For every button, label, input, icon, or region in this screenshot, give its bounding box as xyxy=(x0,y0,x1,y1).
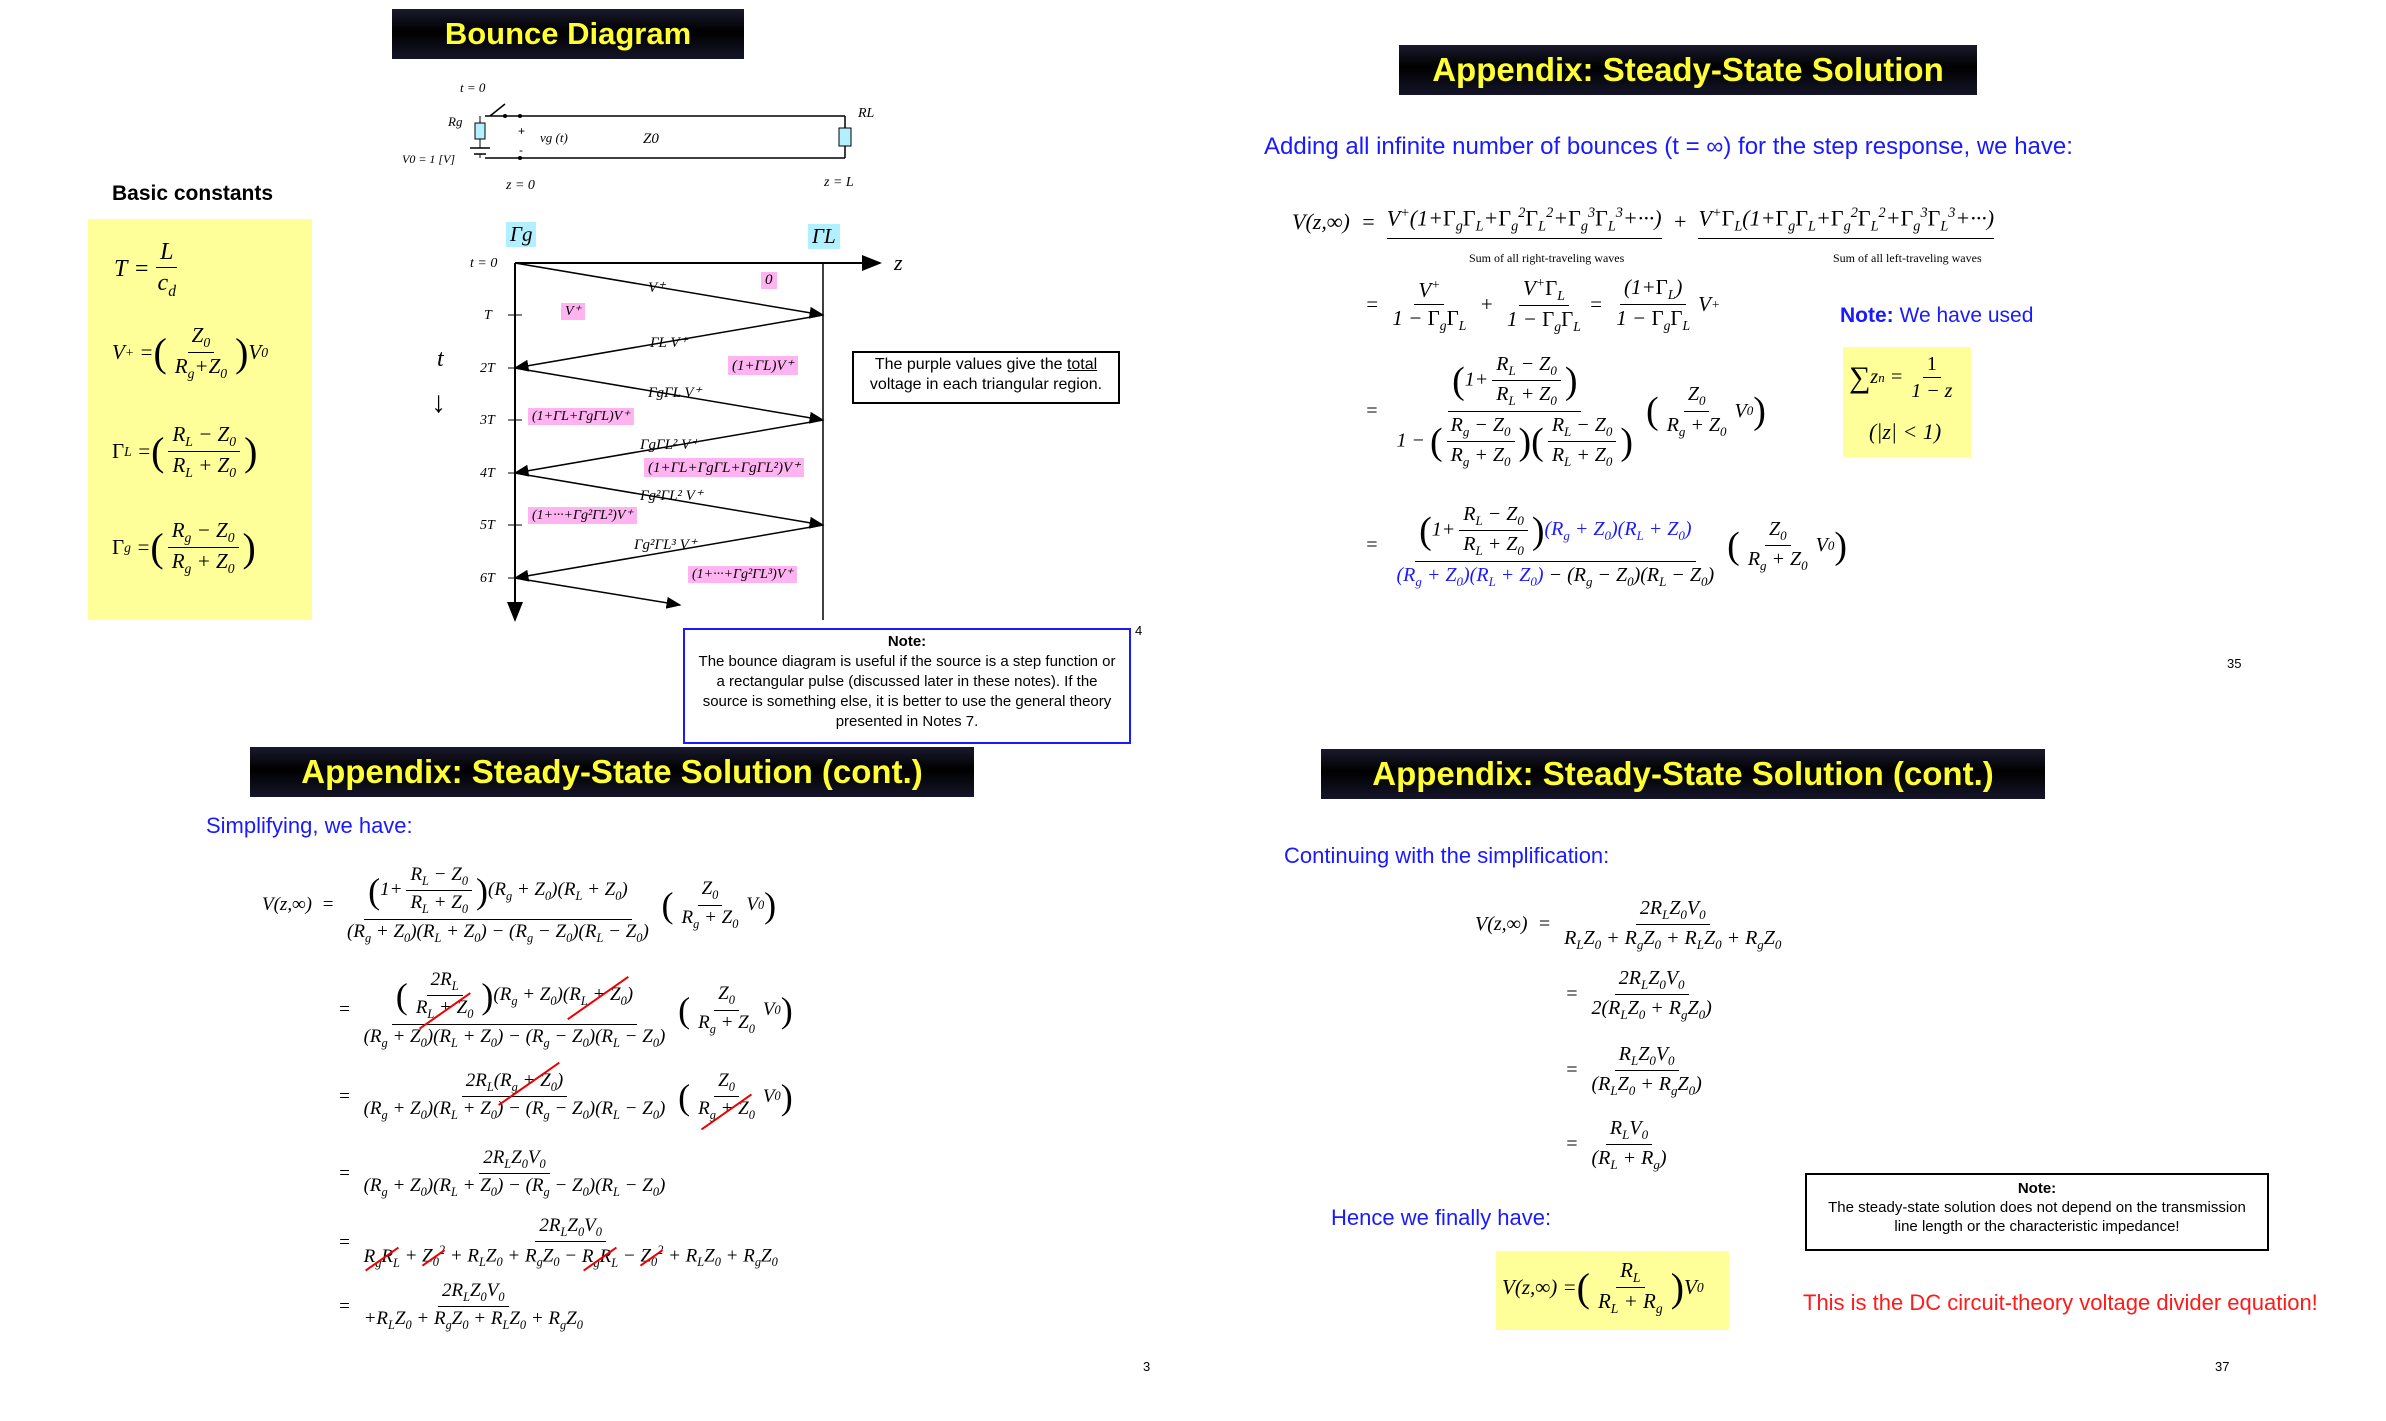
brace-left-caption: Sum of all left-traveling waves xyxy=(1833,251,1982,265)
region-value: V⁺ xyxy=(561,303,585,320)
intro-text: Continuing with the simplification: xyxy=(1284,843,1610,868)
equation-step-6: = $\frac{2R_LZ_0V_0}{+R_LZ_0 + R_gZ_0 + R_LZ_0 + R_gZ_0}$ xyxy=(338,1280,583,1333)
slide-appendix-cont-simplifying xyxy=(0,745,1193,1421)
down-arrow-icon: ↓ xyxy=(431,386,446,419)
z-axis-label: z xyxy=(894,250,903,275)
slide-bounce-diagram xyxy=(0,0,1193,745)
slide-title: Appendix: Steady-State Solution (cont.) xyxy=(1321,749,2045,799)
tick-6T: 6T xyxy=(480,571,495,586)
zl-position: z = L xyxy=(824,175,854,190)
region-value: (1+ΓL)V⁺ xyxy=(728,356,798,375)
note-heading: Note: xyxy=(2017,1180,2057,1197)
geometric-series-formula: ∑ z n = $\frac{1}{1 - z}$ xyxy=(1849,353,1953,402)
equation-step-5: = $\frac{2R_LZ_0V_0}{R_gR_L + Z_0^2 + R_LZ_0 + R_gZ_0 - R_gR_L - Z_0^2 + R_LZ_0 + R_gZ_0}$ xyxy=(338,1215,778,1270)
intro-text: Adding all infinite number of bounces (t = ∞) for the step response, we have: xyxy=(1264,133,2073,160)
equation-gamma-L: Γ L = ( $\frac{R_L - Z_0}{R_L + Z_0}$ ) xyxy=(112,422,258,481)
page-number: 37 xyxy=(2215,1359,2230,1374)
geometric-series-box xyxy=(1843,347,1971,457)
rl-label: RL xyxy=(858,106,875,121)
gamma-g-label: Γg xyxy=(506,222,536,247)
equation-step-2: = ( $\frac{2R_L}{R_L + Z_0}$ )$(R_g + Z_0)(R_L + Z_0)$ $(R_g + Z_0)(R_L + Z_0) - (R_g - Z_0)(R_L - Z_0)$ ( $\frac{Z_0}{R_g + Z_0}$ V 0 ) xyxy=(338,969,793,1050)
rg-label: Rg xyxy=(448,114,463,129)
region-value: (1+ΓL+ΓgΓL+ΓgΓL²)V⁺ xyxy=(644,458,804,477)
basic-constants-label: Basic constants xyxy=(112,182,274,205)
brace-right-caption: Sum of all right-traveling waves xyxy=(1469,251,1625,265)
tick-4T: 4T xyxy=(480,466,495,481)
equation-T: T = $\frac{L}{c_d}$ xyxy=(114,239,176,301)
geometric-condition: (|z| < 1) xyxy=(1869,419,1942,444)
equation-final-3: = $\frac{R_LZ_0V_0}{(R_LZ_0 + R_gZ_0)}$ xyxy=(1565,1043,1702,1099)
vg-label: vg (t) xyxy=(540,130,568,145)
note-text: The steady-state solution does not depend on the transmission line length or the characteristic impedance! xyxy=(1828,1199,2246,1235)
tick-t0: t = 0 xyxy=(470,256,498,271)
equation-final-1: V(z,∞) = $\frac{2R_LZ_0V_0}{R_LZ_0 + R_gZ_0 + R_LZ_0 + R_gZ_0}$ xyxy=(1475,897,1782,953)
slide-appendix-cont-final xyxy=(1193,745,2386,1421)
wave-label: ΓgΓL² V⁺ xyxy=(640,437,699,453)
purple-note-text-a: The purple values give the xyxy=(874,356,1067,373)
purple-values-note xyxy=(852,351,1120,404)
page-number: 3 xyxy=(1143,1359,1151,1374)
v0-label: V0 = 1 [V] xyxy=(402,152,456,166)
equation-geometric: = $\frac{V^+}{1 - \Gamma_g\Gamma_L}$ + $\frac{V^+\Gamma_L}{1 - \Gamma_g\Gamma_L}$ = $\frac{(1+\Gamma_L)}{1 - \Gamma_g\Gamma_L}$ V + xyxy=(1365,275,1721,335)
equation-Vplus: V + = ( $\frac{Z_0}{R_g+Z_0}$ ) V 0 xyxy=(112,323,269,382)
tick-2T: 2T xyxy=(480,361,495,376)
slide-appendix-steady-state xyxy=(1193,0,2386,745)
z0-position: z = 0 xyxy=(506,178,535,193)
wave-label: Γg²ΓL³ V⁺ xyxy=(634,537,697,553)
steady-state-note xyxy=(1805,1173,2269,1251)
region-value: (1+ΓL+ΓgΓL)V⁺ xyxy=(528,408,634,425)
gamma-l-label: ΓL xyxy=(808,224,840,249)
note-label: Note: xyxy=(1840,304,1894,327)
note-used xyxy=(1840,304,2033,328)
wave-label: ΓgΓL V⁺ xyxy=(648,385,702,401)
equation-step-1: V(z,∞) = (1+ $\frac{R_L - Z_0}{R_L + Z_0}$ )$(R_g + Z_0)(R_L + Z_0)$ $(R_g + Z_0)(R_L + Z_0) - (R_g - Z_0)(R_L - Z_0)$ ( $\frac{Z_0}{R_g + Z_0}$ V 0 ) xyxy=(262,864,777,945)
wave-label: Γg²ΓL² V⁺ xyxy=(640,488,703,504)
purple-note-text-b: voltage in each triangular region. xyxy=(869,376,1103,393)
note-text: The bounce diagram is useful if the source is a step function or a rectangular pulse (discussed later in these notes). If the source is something else, it is better to use the general theory presented in Notes 7. xyxy=(698,653,1116,730)
slide-title: Bounce Diagram xyxy=(392,9,744,59)
equation-substituted: = (1+ $\frac{R_L - Z_0}{R_L + Z_0}$ ) 1 − ( $\frac{R_g - Z_0}{R_g + Z_0}$ )( $\frac{R_L - Z_0}{R_L + Z_0}$ ) ( $\frac{Z_0}{R_g + Z_0}$ V 0 ) xyxy=(1365,353,1766,469)
t-axis-label: t xyxy=(437,346,444,372)
conclusion-text: This is the DC circuit-theory voltage divider equation! xyxy=(1803,1290,2318,1315)
purple-note-total: total xyxy=(1066,356,1098,373)
slide-title: Appendix: Steady-State Solution (cont.) xyxy=(250,747,974,797)
final-result-box xyxy=(1496,1251,1729,1330)
intro-text: Simplifying, we have: xyxy=(206,813,413,838)
minus-sign: - xyxy=(519,143,523,157)
bounce-diagram-note xyxy=(683,628,1131,744)
region-value: (1+···+Γg²ΓL³)V⁺ xyxy=(688,566,797,583)
equation-step-4: = $\frac{2R_LZ_0V_0}{(R_g + Z_0)(R_L + Z_0) - (R_g - Z_0)(R_L - Z_0)}$ xyxy=(338,1147,666,1200)
equation-final-4: = $\frac{R_LV_0}{(R_L + R_g)}$ xyxy=(1565,1117,1667,1173)
wave-label: V⁺ xyxy=(648,280,666,296)
basic-constants-box xyxy=(88,219,312,620)
final-result-equation: V(z,∞) = ( $\frac{R_L}{R_L + R_g}$ ) V 0 xyxy=(1502,1258,1704,1317)
note-text: We have used xyxy=(1893,304,2034,327)
plus-sign: + xyxy=(518,124,526,138)
switch-time-label: t = 0 xyxy=(460,80,486,95)
hence-text: Hence we finally have: xyxy=(1331,1205,1552,1230)
equation-gamma-g: Γ g = ( $\frac{R_g - Z_0}{R_g + Z_0}$ ) xyxy=(112,518,256,577)
region-value: (1+···+Γg²ΓL²)V⁺ xyxy=(528,507,637,524)
tick-T: T xyxy=(484,308,492,323)
slide-title: Appendix: Steady-State Solution xyxy=(1399,45,1977,95)
page-number: 4 xyxy=(1135,623,1143,638)
equation-sum-bounces: V(z,∞) = $V^+(1+\Gamma_g\Gamma_L+\Gamma_g^2\Gamma_L^2+\Gamma_g^3\Gamma_L^3+\cdot\cdot\cdot)$ + $V^+\Gamma_L(1+\Gamma_g\Gamma_L+\Gamma_g^2\Gamma_L^2+\Gamma_g^3\Gamma_L^3+\cdot\cdot\cdot)$ xyxy=(1292,205,1994,239)
equation-final-2: = $\frac{2R_LZ_0V_0}{2(R_LZ_0 + R_gZ_0)}$ xyxy=(1565,967,1712,1023)
equation-step-3: = $\frac{2R_L(R_g + Z_0)}{(R_g + Z_0)(R_L + Z_0) - (R_g - Z_0)(R_L - Z_0)}$ ( $\frac{Z_0}{R_g + Z_0}$ V 0 ) xyxy=(338,1070,793,1123)
wave-label: ΓL V⁺ xyxy=(650,335,688,351)
page-number: 35 xyxy=(2227,656,2242,671)
region-value: 0 xyxy=(761,272,777,289)
z0-line-label: Z0 xyxy=(643,131,659,147)
note-heading: Note: xyxy=(887,633,927,650)
equation-multiplied: = (1+ $\frac{R_L - Z_0}{R_L + Z_0}$ )$(R_g + Z_0)(R_L + Z_0)$ $(R_g + Z_0)(R_L + Z_0) - (R_g - Z_0)(R_L - Z_0)$ ( $\frac{Z_0}{R_g + Z_0}$ V 0 ) xyxy=(1365,503,1848,589)
tick-5T: 5T xyxy=(480,518,495,533)
tick-3T: 3T xyxy=(480,413,495,428)
